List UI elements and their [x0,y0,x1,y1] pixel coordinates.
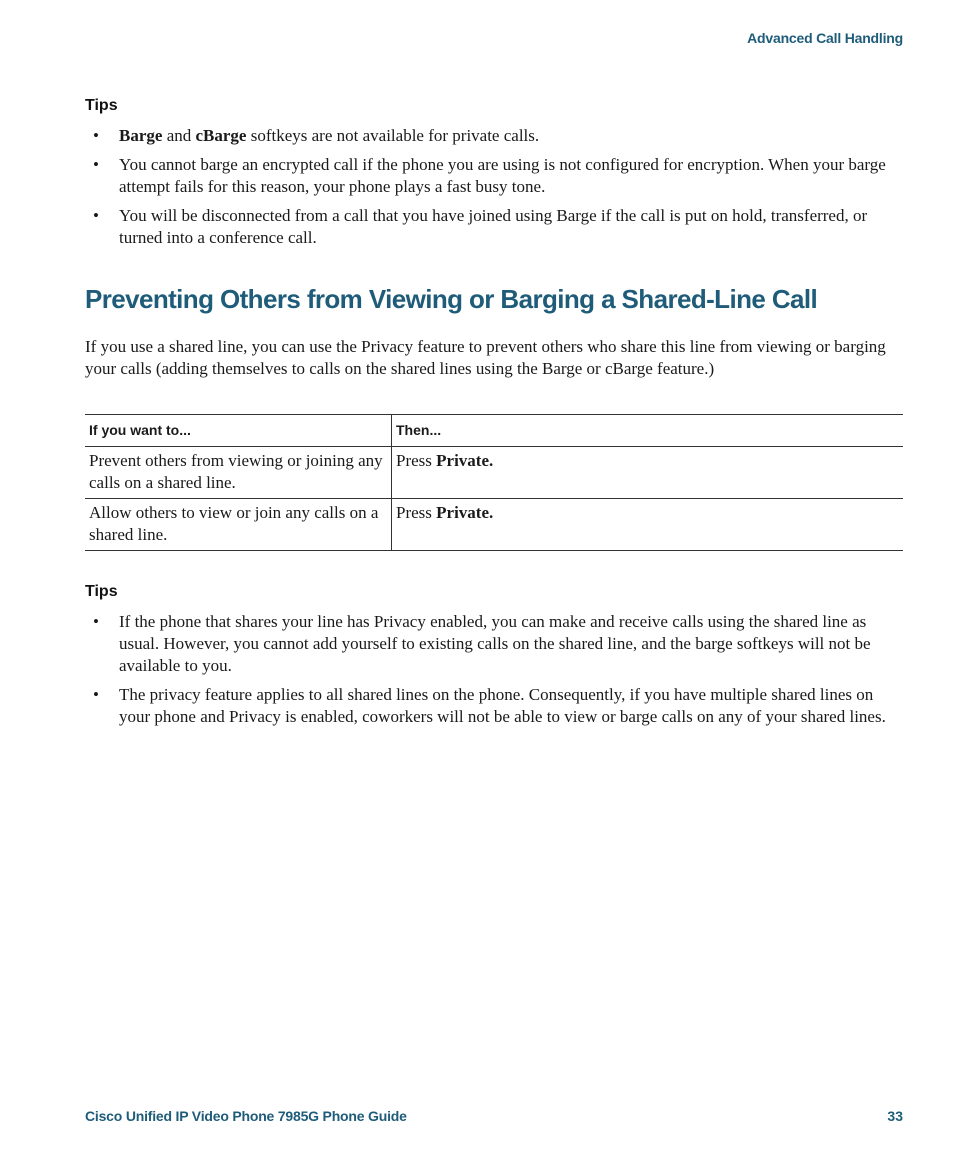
table-cell-want: Prevent others from viewing or joining any calls on a shared line. [85,447,392,499]
running-header: Advanced Call Handling [747,30,903,46]
footer-guide-title: Cisco Unified IP Video Phone 7985G Phone Guide [85,1108,407,1124]
softkey-cbarge: cBarge [195,126,247,145]
intro-paragraph: If you use a shared line, you can use the Privacy feature to prevent others who share this line from viewing or barging your calls (adding themselves to calls on the shared lines using the Barge or cBarge feature.) [85,337,886,378]
softkey-barge: Barge [119,126,163,145]
list-text: softkeys are not available for private calls. [246,126,540,145]
softkey-private: Private. [436,451,494,470]
tips-heading-2: Tips [85,583,118,600]
list-text: You will be disconnected from a call that you have joined using Barge if the call is put on hold, transferred, or turned into a conference call. [119,206,868,247]
tips-heading-1: Tips [85,97,118,114]
table-row [85,499,903,551]
list-item [85,125,903,147]
cell-text: Press [396,503,437,522]
column-header-want: If you want to... [85,415,392,447]
list-text: The privacy feature applies to all shared lines on the phone. Consequently, if you have multiple shared lines on your phone and Privacy is enabled, coworkers will not be able to view or barge calls on any of your shared lines. [119,685,886,726]
list-text: You cannot barge an encrypted call if the phone you are using is not configured for encryption. When your barge attempt fails for this reason, your phone plays a fast busy tone. [119,155,886,196]
bullet-icon: • [93,155,99,174]
table-row [85,447,903,499]
cell-text: Press [396,451,437,470]
tips-list-2 [85,611,903,735]
bullet-icon: • [93,612,99,631]
list-text: and [162,126,196,145]
bullet-icon: • [93,685,99,704]
bullet-icon: • [93,206,99,225]
table-cell-then [392,499,904,551]
list-item [85,154,903,198]
list-item [85,684,903,728]
table-header-row [85,415,903,447]
list-text: If the phone that shares your line has Privacy enabled, you can make and receive calls using the shared line as usual. However, you cannot add yourself to existing calls on the shared line, and the barge softkeys will not be available to you. [119,612,871,675]
table-cell-want: Allow others to view or join any calls on a shared line. [85,499,392,551]
table-cell-then [392,447,904,499]
tips-list-1 [85,125,903,256]
page-number: 33 [887,1108,903,1124]
column-header-then: Then... [392,415,904,447]
list-item [85,205,903,249]
softkey-private: Private. [436,503,494,522]
privacy-table [85,414,903,551]
section-title: Preventing Others from Viewing or Barging a Shared-Line Call [85,284,818,314]
bullet-icon: • [93,126,99,145]
list-item [85,611,903,677]
